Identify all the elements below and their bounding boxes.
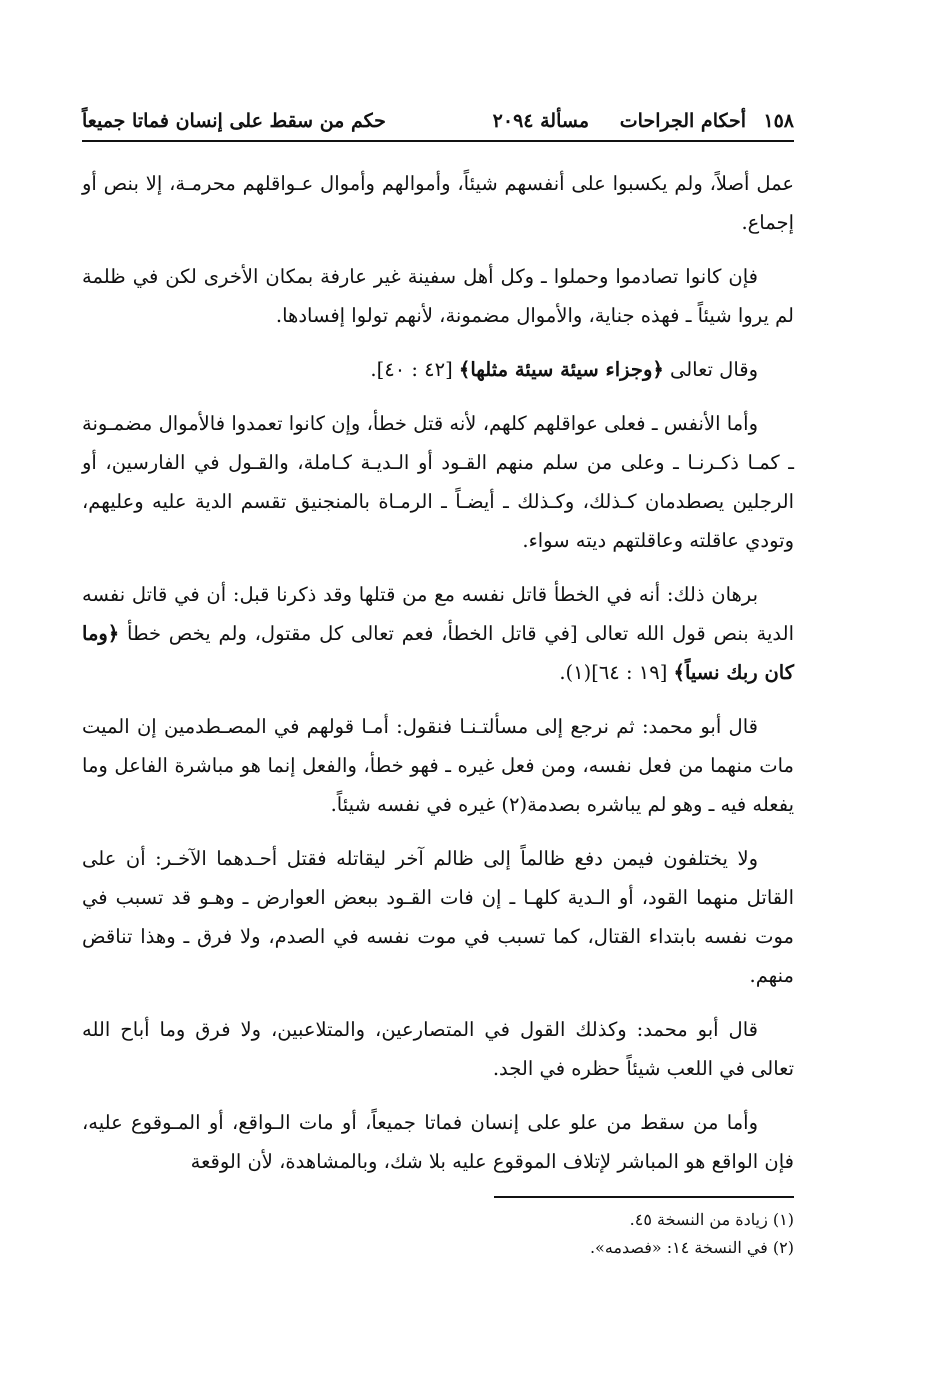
paragraph-3-suffix: [٤٢ : ٤٠]. (370, 358, 459, 381)
book-title: أحكام الجراحات (619, 110, 746, 132)
paragraph-6: قال أبو محمد: ثم نرجع إلى مسألتـنـا فنقول: أمـا قولهم في المصـطدمين إن الميت مات منهما من فعل نفسه، ومن فعل غيره ـ فهو خطأ، والفعل إنما هو مباشرة الفاعل وما يفعله فيه ـ وهو لم يباشره بصدمة(٢) غيره في نفسه شيئاً. (82, 715, 794, 816)
paragraph-3-prefix: وقال تعالى (663, 358, 758, 381)
paragraph-5-suffix: [١٩ : ٦٤](١). (559, 661, 674, 684)
body-text (82, 164, 794, 1181)
issue-number: مسألة ٢٠٩٤ (492, 110, 589, 132)
page-number: ١٥٨ (763, 110, 794, 132)
footnote-separator (494, 1196, 794, 1198)
quran-quote-1: ﴿وجزاء سيئة سيئة مثلها﴾ (458, 358, 664, 381)
paragraph-5 (82, 575, 794, 692)
footnotes (82, 1206, 794, 1262)
paragraph-1: عمل أصلاً، ولم يكسبوا على أنفسهم شيئاً، وأموالهم وأموال عـواقلهم محرمـة، إلا بنص أو إجماع. (82, 172, 794, 234)
paragraph-3 (82, 350, 794, 389)
paragraph-9: وأما من سقط من علو على إنسان فماتا جميعاً، أو مات الـواقع، أو المـوقوع عليه، فإن الواقع هو المباشر لإتلاف الموقوع عليه بلا شك، وبالمشاهدة، لأن الوقعة (82, 1111, 794, 1173)
chapter-title: حكم من سقط على إنسان فماتا جميعاً (82, 110, 386, 132)
footnote-1: (١) زيادة من النسخة ٤٥. (629, 1210, 794, 1229)
paragraph-8: قال أبو محمد: وكذلك القول في المتصارعين، والمتلاعبين، ولا فرق وما أباح الله تعالى في اللعب شيئاً حظره في الجد. (82, 1018, 794, 1080)
running-header (82, 100, 794, 142)
paragraph-5-prefix: برهان ذلك: أنه في الخطأ قاتل نفسه مع من قتلها وقد ذكرنا قبل: أن في قاتل نفسه الدية بنص قول الله تعالى [في قاتل الخطأ، فعم تعالى كل مقتول، ولم يخص خطأ (82, 583, 794, 645)
paragraph-7: ولا يختلفون فيمن دفع ظالماً إلى ظالم آخر ليقاتله فقتل أحـدهما الآخـر: أن على القاتل منهما القود، أو الـدية كلهـا ـ إن فات القـود ببعض العوارض ـ وهـو قد تسبب في موت نفسه بابتداء القتال، كما تسبب في موت نفسه في الصدم، ولا فرق ـ وهذا تناقض منهم. (82, 847, 794, 987)
quran-quote-2: ﴿وما كان ربك نسياً﴾ (82, 622, 794, 684)
page (82, 100, 794, 1262)
paragraph-4: وأما الأنفس ـ فعلى عواقلهم كلهم، لأنه قتل خطأ، وإن كانوا تعمدوا فالأموال مضمـونة ـ كمـا ذكـرنـا ـ وعلى من سلم منهم القـود أو الـديـة كـاملة، والقـول في الفارسين، أو الرجلين يصطدمان كـذلك، وكـذلك ـ أيضـاً ـ الرمـاة بالمنجنيق تقسم الدية عليه وعليهم، وتودي عاقلته وعاقلتهم ديته سواء. (82, 412, 794, 552)
paragraph-2: فإن كانوا تصادموا وحملوا ـ وكل أهل سفينة غير عارفة بمكان الأخرى لكن في ظلمة لم يروا شيئاً ـ فهذه جناية، والأموال مضمونة، لأنهم تولوا إفسادها. (82, 265, 794, 327)
footnote-2: (٢) في النسخة ١٤: «فصدمه». (589, 1238, 794, 1257)
